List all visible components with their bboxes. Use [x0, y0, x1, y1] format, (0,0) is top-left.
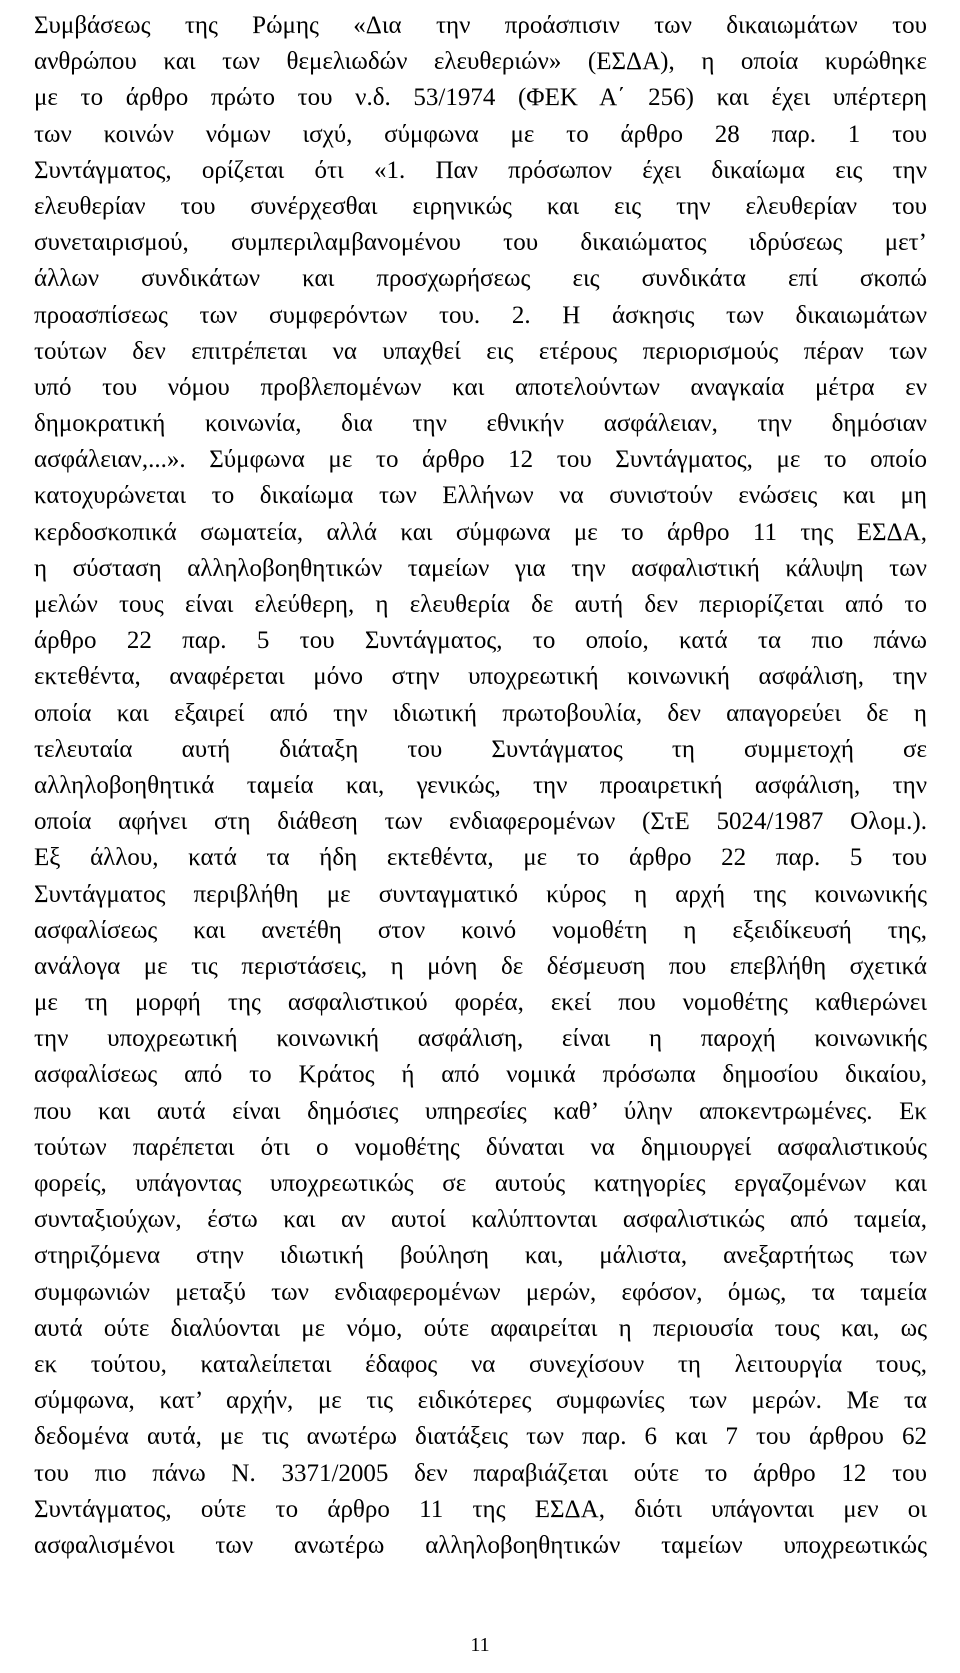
text-line: συνεταιρισμού, συμπεριλαμβανομένου του δικαιώματος ιδρύσεως μετ’: [34, 229, 927, 257]
text-line: ελευθερίαν του συνέρχεσθαι ειρηνικώς και εις την ελευθερίαν του: [34, 192, 927, 220]
text-line: οποία και εξαιρεί από την ιδιωτική πρωτοβουλία, δεν απαγορεύει δε η: [34, 699, 927, 727]
text-line: Συντάγματος περιβλήθη με συνταγματικό κύρος η αρχή της κοινωνικής: [34, 880, 927, 908]
text-line: στηριζόμενα στην ιδιωτική βούληση και, μάλιστα, ανεξαρτήτως των: [34, 1242, 927, 1270]
text-line: συνταξιούχων, έστω και αν αυτοί καλύπτονται ασφαλιστικώς από ταμεία,: [34, 1206, 927, 1234]
text-line: με το άρθρο πρώτο του ν.δ. 53/1974 (ΦΕΚ Α΄ 256) και έχει υπέρτερη: [34, 84, 927, 112]
text-line: ασφαλίσεως και ανετέθη στον κοινό νομοθέτη η εξειδίκευσή της,: [34, 916, 927, 944]
text-line: άλλων συνδικάτων και προσχωρήσεως εις συνδικάτα επί σκοπώ: [34, 265, 927, 293]
text-line: τούτων παρέπεται ότι ο νομοθέτης δύναται να δημιουργεί ασφαλιστικούς: [34, 1133, 927, 1161]
text-line: μελών τους είναι ελεύθερη, η ελευθερία δε αυτή δεν περιορίζεται από το: [34, 591, 927, 618]
text-line: Εξ άλλου, κατά τα ήδη εκτεθέντα, με το άρθρο 22 παρ. 5 του: [34, 844, 927, 872]
text-line: δεδομένα αυτά, με τις ανωτέρω διατάξεις των παρ. 6 και 7 του άρθρου 62: [34, 1423, 927, 1451]
text-line: σύμφωνα, κατ’ αρχήν, με τις ειδικότερες συμφωνίες των μερών. Με τα: [34, 1387, 927, 1415]
text-line: κατοχυρώνεται το δικαίωμα των Ελλήνων να συνιστούν ενώσεις και μη: [34, 482, 927, 510]
page-number: 11: [470, 1634, 490, 1656]
text-line: Συντάγματος, ορίζεται ότι «1. Παν πρόσωπον έχει δικαίωμα εις την: [34, 156, 927, 184]
text-line: προασπίσεως των συμφερόντων του. 2. Η άσκησις των δικαιωμάτων: [34, 301, 927, 329]
text-line: Συμβάσεως της Ρώμης «Δια την προάσπισιν των δικαιωμάτων του: [34, 12, 927, 39]
text-line: τούτων δεν επιτρέπεται να υπαχθεί εις ετέρους περιορισμούς πέραν των: [34, 337, 927, 365]
text-line: Συντάγματος, ούτε το άρθρο 11 της ΕΣΔΑ, διότι υπάγονται μεν οι: [34, 1495, 927, 1523]
text-line: αλληλοβοηθητικά ταμεία και, γενικώς, την προαιρετική ασφάλιση, την: [34, 771, 927, 799]
text-line: του πιο πάνω Ν. 3371/2005 δεν παραβιάζεται ούτε το άρθρο 12 του: [34, 1459, 927, 1487]
text-line: ασφαλίσεως από το Κράτος ή από νομικά πρόσωπα δημοσίου δικαίου,: [34, 1061, 927, 1089]
text-line: εκτεθέντα, αναφέρεται μόνο στην υποχρεωτική κοινωνική ασφάλιση, την: [34, 663, 927, 691]
text-line: ασφαλισμένοι των ανωτέρω αλληλοβοηθητικών ταμείων υποχρεωτικώς: [34, 1531, 927, 1559]
text-line: δημοκρατική κοινωνία, δια την εθνικήν ασφάλειαν, την δημόσιαν: [34, 410, 927, 438]
text-line: ασφάλειαν,...». Σύμφωνα με το άρθρο 12 του Συντάγματος, με το οποίο: [34, 446, 927, 474]
text-line: ανάλογα με τις περιστάσεις, η μόνη δε δέσμευση που επεβλήθη σχετικά: [34, 952, 927, 980]
text-line: τελευταία αυτή διάταξη του Συντάγματος τη συμμετοχή σε: [34, 735, 927, 763]
text-line: η σύσταση αλληλοβοηθητικών ταμείων για την ασφαλιστική κάλυψη των: [34, 554, 927, 582]
text-line: άρθρο 22 παρ. 5 του Συντάγματος, το οποίο, κατά τα πιο πάνω: [34, 627, 927, 655]
text-line: οποία αφήνει στη διάθεση των ενδιαφερομένων (ΣτΕ 5024/1987 Ολομ.).: [34, 808, 927, 836]
text-line: των κοινών νόμων ισχύ, σύμφωνα με το άρθρο 28 παρ. 1 του: [34, 120, 927, 148]
text-line: υπό του νόμου προβλεπομένων και αποτελούντων αναγκαία μέτρα εν: [34, 373, 927, 401]
text-line: φορείς, υπάγοντας υποχρεωτικώς σε αυτούς κατηγορίες εργαζομένων και: [34, 1170, 927, 1197]
text-line: την υποχρεωτική κοινωνική ασφάλιση, είναι η παροχή κοινωνικής: [34, 1025, 927, 1053]
text-line: εκ τούτου, καταλείπεται έδαφος να συνεχίσουν τη λειτουργία τους,: [34, 1350, 927, 1378]
text-line: με τη μορφή της ασφαλιστικού φορέα, εκεί που νομοθέτης καθιερώνει: [34, 989, 927, 1017]
body-text: [34, 8, 927, 1564]
text-line: αυτά ούτε διαλύονται με νόμο, ούτε αφαιρείται η περιουσία τους και, ως: [34, 1314, 927, 1342]
text-line: κερδοσκοπικά σωματεία, αλλά και σύμφωνα με το άρθρο 11 της ΕΣΔΑ,: [34, 518, 927, 546]
text-line: συμφωνιών μεταξύ των ενδιαφερομένων μερών, εφόσον, όμως, τα ταμεία: [34, 1278, 927, 1306]
text-line: που και αυτά είναι δημόσιες υπηρεσίες καθ’ ύλην αποκεντρωμένες. Εκ: [34, 1097, 927, 1125]
text-line: ανθρώπου και των θεμελιωδών ελευθεριών» (ΕΣΔΑ), η οποία κυρώθηκε: [34, 48, 927, 76]
